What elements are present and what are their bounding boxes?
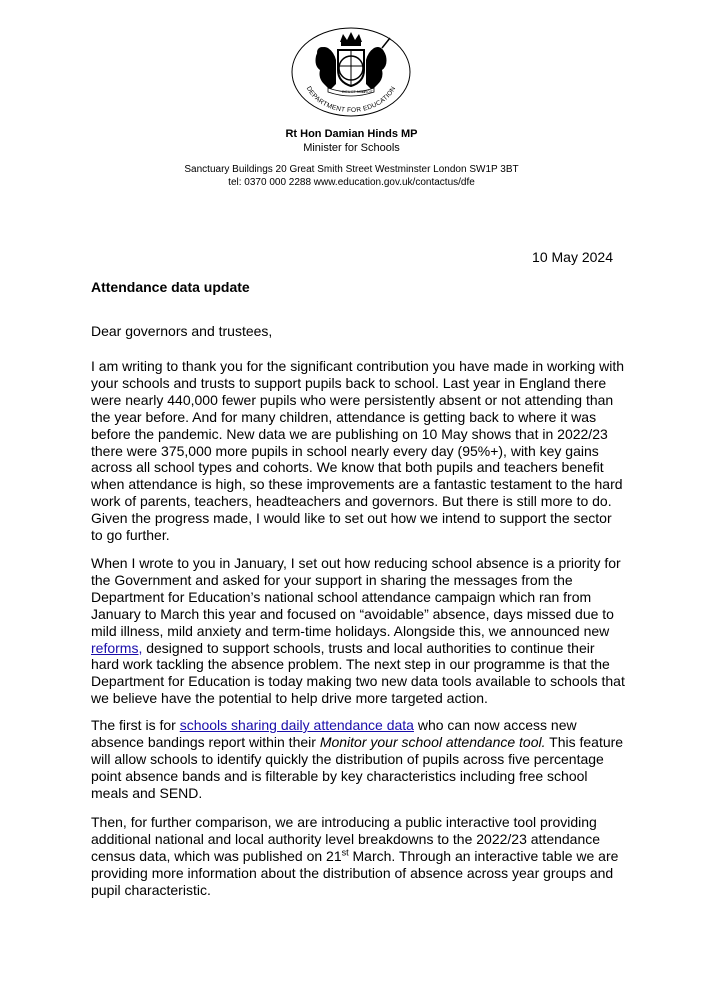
sender-name: Rt Hon Damian Hinds MP [285, 128, 418, 140]
salutation: Dear governors and trustees, [91, 323, 273, 339]
paragraph-4-after: March. Through an interactive table we are providing more information about the distribution of absence across year groups and pupil characteristic. [91, 847, 619, 898]
sender-address: Sanctuary Buildings 20 Great Smith Street Westminster London SW1P 3BT [184, 164, 519, 175]
paragraph-1 [91, 358, 626, 544]
paragraph-1-text: I am writing to thank you for the significant contribution you have made in working with your schools and trusts to support pupils back to school. Last year in England there were nearly 440,000 fewer pupils who were persistently absent or not attending than the year before. And for many children, attendance is getting back to where it was before the pandemic. New data we are publishing on 10 May shows that in 2022/23 there were 375,000 more pupils in school nearly every day (95%+), with key gains across all school types and cohorts. We know that both pupils and teachers benefit when attendance is high, so these improvements are a fantastic testament to the hard work of parents, teachers, headteachers and governors. But there is still more to do. Given the progress made, I would like to set out how we intend to support the sector to go further. [91, 358, 625, 544]
svg-text:DROIT: DROIT [362, 90, 373, 94]
paragraph-4 [91, 814, 626, 899]
paragraph-2 [91, 555, 626, 707]
paragraph-3-after: This feature will allow schools to identify quickly the distribution of pupils across five percentage point absence bands and is filterable by key characteristics including free school meals and SEND. [91, 733, 624, 801]
paragraph-3-text [91, 717, 626, 802]
sender-contact: tel: 0370 000 2288 www.education.gov.uk/contactus/dfe [228, 177, 475, 188]
svg-text:DIEU ET MON: DIEU ET MON [342, 90, 365, 94]
sender-role: Minister for Schools [303, 142, 400, 154]
royal-coat-of-arms-logo [290, 26, 412, 118]
paragraph-2-text [91, 555, 626, 707]
paragraph-3-before: The first is for [91, 717, 180, 733]
paragraph-4-text [91, 814, 626, 899]
tool-name: Monitor your school attendance tool. [319, 733, 546, 750]
svg-text:DEPARTMENT FOR EDUCATION: DEPARTMENT FOR EDUCATION [304, 85, 398, 115]
paragraph-3-middle: who can now access new absence bandings report within their [91, 717, 577, 750]
schools-sharing-data-link[interactable]: schools sharing daily attendance data [179, 717, 414, 733]
letter-date: 10 May 2024 [532, 249, 613, 265]
paragraph-4-before: Then, for further comparison, we are introducing a public interactive tool providing additional national and local authority level breakdowns to the 2022/23 attendance census data, which was published on 21 [91, 814, 601, 864]
reforms-link[interactable]: reforms, [91, 639, 143, 656]
ordinal-suffix: st [341, 847, 349, 858]
paragraph-2-before: When I wrote to you in January, I set out how reducing school absence is a priority for the Government and asked for your support in sharing the messages from the Department for Education’s national school attendance campaign which ran from January to March this year and focused on “avoidable” absence, days missed due to mild illness, mild anxiety and term-time holidays. Alongside this, we announced new [91, 555, 621, 639]
paragraph-3 [91, 717, 626, 802]
letter-subject: Attendance data update [91, 279, 250, 295]
paragraph-2-after: designed to support schools, trusts and local authorities to continue their hard work tackling the absence problem. The next step in our programme is that the Department for Education is today making two new data tools available to schools that we believe have the potential to help drive more targeted action. [91, 639, 625, 707]
